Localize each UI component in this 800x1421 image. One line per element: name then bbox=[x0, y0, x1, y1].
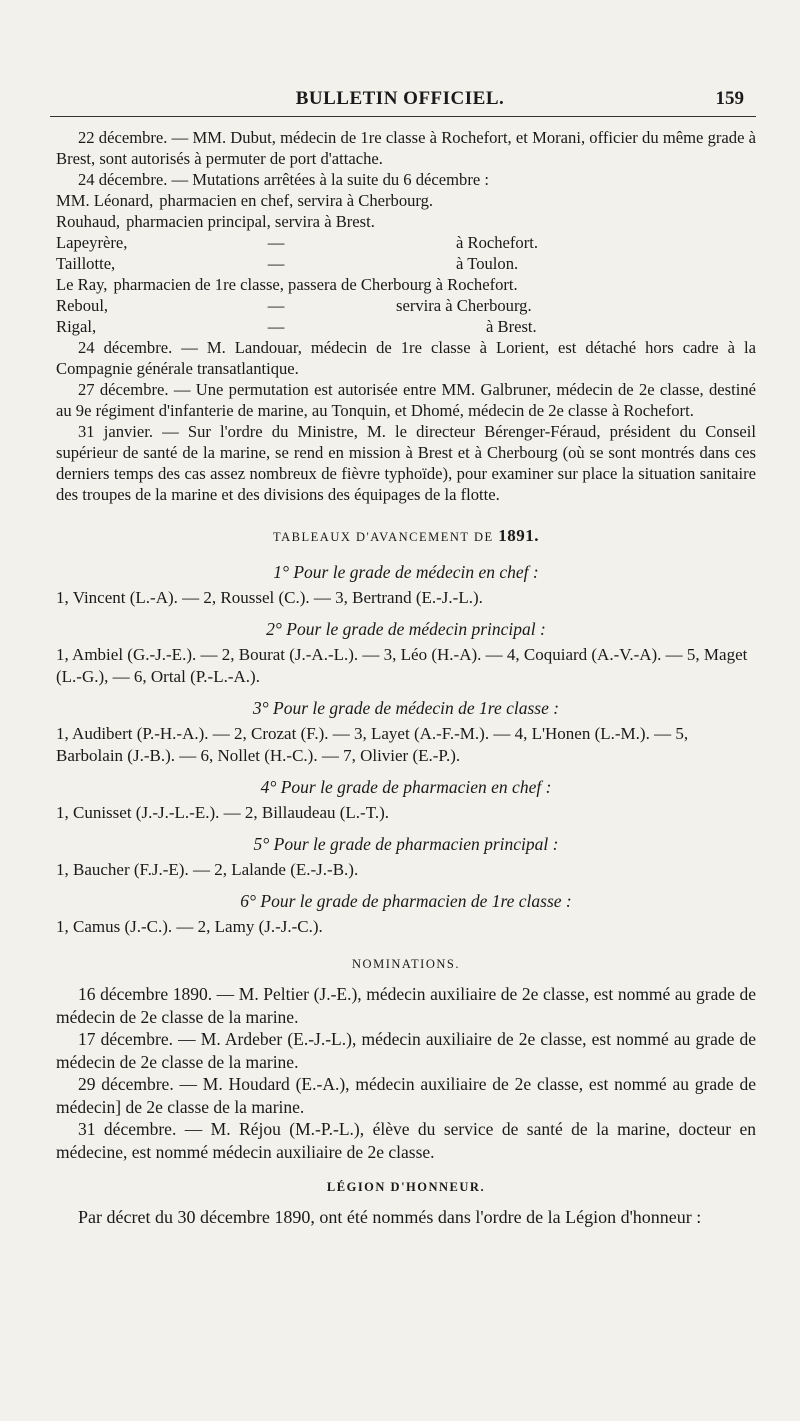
mutation-name: Rigal, bbox=[56, 317, 97, 336]
paragraph-24-decembre-mutations: 24 décembre. — Mutations arrêtées à la suite du 6 décembre : bbox=[78, 170, 490, 189]
mutation-detail: pharmacien principal, servira à Brest. bbox=[126, 212, 375, 231]
mutation-row bbox=[56, 253, 756, 274]
mutation-destination: à Brest. bbox=[486, 317, 537, 336]
nominations-title: NOMINATIONS. bbox=[352, 957, 460, 971]
mutation-ditto: — bbox=[267, 254, 285, 273]
paragraph-permutation: 27 décembre. — Une permutation est autorisée entre MM. Galbruner, médecin de 2e classe, destiné au 9e régiment d'infanterie de marine, au Tonquin, et Dhomé, médecin de 2e classe à Rochefort. bbox=[56, 380, 756, 420]
legion-paragraph: Par décret du 30 décembre 1890, ont été nommés dans l'ordre de la Légion d'honneur : bbox=[78, 1207, 702, 1227]
grade-list: 1, Cunisset (J.-J.-L.-E.). — 2, Billaudeau (L.-T.). bbox=[56, 803, 390, 822]
grade-section bbox=[56, 698, 756, 767]
mutation-detail: pharmacien en chef, servira à Cherbourg. bbox=[159, 191, 434, 210]
mutation-row bbox=[56, 190, 756, 211]
header-rule bbox=[50, 116, 756, 117]
mutation-name: Rouhaud, bbox=[56, 212, 121, 231]
mutation-name: Lapeyrère, bbox=[56, 233, 128, 252]
mutation-ditto: — bbox=[267, 233, 285, 252]
page-number: 159 bbox=[715, 88, 744, 109]
grade-list: 1, Baucher (F.J.-E). — 2, Lalande (E.-J.-B.). bbox=[56, 860, 359, 879]
nomination-paragraph: 17 décembre. — M. Ardeber (E.-J.-L.), médecin auxiliaire de 2e classe, est nommé au grade de médecin de 2e classe de la marine. bbox=[56, 1029, 756, 1072]
nomination-paragraph: 16 décembre 1890. — M. Peltier (J.-E.), médecin auxiliaire de 2e classe, est nommé au grade de médecin de 2e classe de la marine. bbox=[56, 984, 756, 1027]
page-header bbox=[0, 88, 800, 112]
grade-list: 1, Audibert (P.-H.-A.). — 2, Crozat (F.). — 3, Layet (A.-F.-M.). — 4, L'Honen (L.-M.). — 5, Barbolain (J.-B.). — 6, Nollet (H.-C.). — 7, Olivier (E.-P.). bbox=[56, 724, 689, 765]
mutation-name: Taillotte, bbox=[56, 254, 116, 273]
grade-title: 6° Pour le grade de pharmacien de 1re classe : bbox=[240, 891, 572, 911]
document-body bbox=[56, 127, 756, 1229]
grade-title: 2° Pour le grade de médecin principal : bbox=[266, 619, 546, 639]
paragraph-22-decembre: 22 décembre. — MM. Dubut, médecin de 1re classe à Rochefort, et Morani, officier du même grade à Brest, sont autorisés à permuter de port d'attache. bbox=[56, 128, 756, 168]
mutation-destination: à Toulon. bbox=[456, 254, 519, 273]
mutation-row bbox=[56, 295, 756, 316]
legion-title: LÉGION D'HONNEUR. bbox=[326, 1180, 486, 1194]
tableaux-title-text: TABLEAUX D'AVANCEMENT DE bbox=[273, 530, 494, 544]
grade-title: 3° Pour le grade de médecin de 1re classe : bbox=[252, 698, 560, 718]
mutation-destination: à Rochefort. bbox=[456, 233, 539, 252]
grade-title: 1° Pour le grade de médecin en chef : bbox=[273, 562, 539, 582]
grade-list: 1, Camus (J.-C.). — 2, Lamy (J.-J.-C.). bbox=[56, 917, 323, 936]
grade-section bbox=[56, 619, 756, 688]
mutation-detail: pharmacien de 1re classe, passera de Cherbourg à Rochefort. bbox=[113, 275, 518, 294]
grade-section bbox=[56, 777, 756, 824]
paragraph-mission: 31 janvier. — Sur l'ordre du Ministre, M. le directeur Bérenger-Féraud, président du Conseil supérieur de santé de la marine, se rend en mission à Brest et à Cherbourg (où se sont montrés dans ces derniers temps des cas assez nombreux de fièvre typhoïde), pour examiner sur place la situation sanitaire des troupes de la marine et des divisions des équipages de la flotte. bbox=[56, 422, 756, 504]
grade-section bbox=[56, 834, 756, 881]
grade-section bbox=[56, 562, 756, 609]
running-title: BULLETIN OFFICIEL. bbox=[295, 88, 505, 109]
grade-list: 1, Ambiel (G.-J.-E.). — 2, Bourat (J.-A.-L.). — 3, Léo (H.-A). — 4, Coquiard (A.-V.-A). — 5, Maget (L.-G.), — 6, Ortal (P.-L.-A.). bbox=[56, 645, 748, 686]
grade-section bbox=[56, 891, 756, 938]
mutation-row bbox=[56, 232, 756, 253]
tableaux-year: 1891. bbox=[498, 526, 539, 545]
grade-title: 5° Pour le grade de pharmacien principal : bbox=[253, 834, 559, 854]
mutation-name: Le Ray, bbox=[56, 275, 108, 294]
mutation-name: Reboul, bbox=[56, 296, 109, 315]
nomination-paragraph: 29 décembre. — M. Houdard (E.-A.), médecin auxiliaire de 2e classe, est nommé au grade de médecin] de 2e classe de la marine. bbox=[56, 1074, 756, 1117]
mutations-list bbox=[56, 190, 756, 337]
mutation-ditto: — bbox=[267, 296, 285, 315]
mutation-row bbox=[56, 274, 756, 295]
paragraph-landouar: 24 décembre. — M. Landouar, médecin de 1re classe à Lorient, est détaché hors cadre à la Compagnie générale transatlantique. bbox=[56, 338, 756, 378]
tableaux-title bbox=[56, 525, 756, 548]
grade-title: 4° Pour le grade de pharmacien en chef : bbox=[260, 777, 552, 797]
mutation-ditto: — bbox=[267, 317, 285, 336]
mutation-row bbox=[56, 316, 756, 337]
grade-list: 1, Vincent (L.-A). — 2, Roussel (C.). — 3, Bertrand (E.-J.-L.). bbox=[56, 588, 483, 607]
nomination-paragraph: 31 décembre. — M. Réjou (M.-P.-L.), élève du service de santé de la marine, docteur en médecine, est nommé médecin auxiliaire de 2e classe. bbox=[56, 1119, 756, 1162]
mutation-destination: servira à Cherbourg. bbox=[396, 296, 532, 315]
mutation-name: MM. Léonard, bbox=[56, 191, 154, 210]
mutation-row bbox=[56, 211, 756, 232]
